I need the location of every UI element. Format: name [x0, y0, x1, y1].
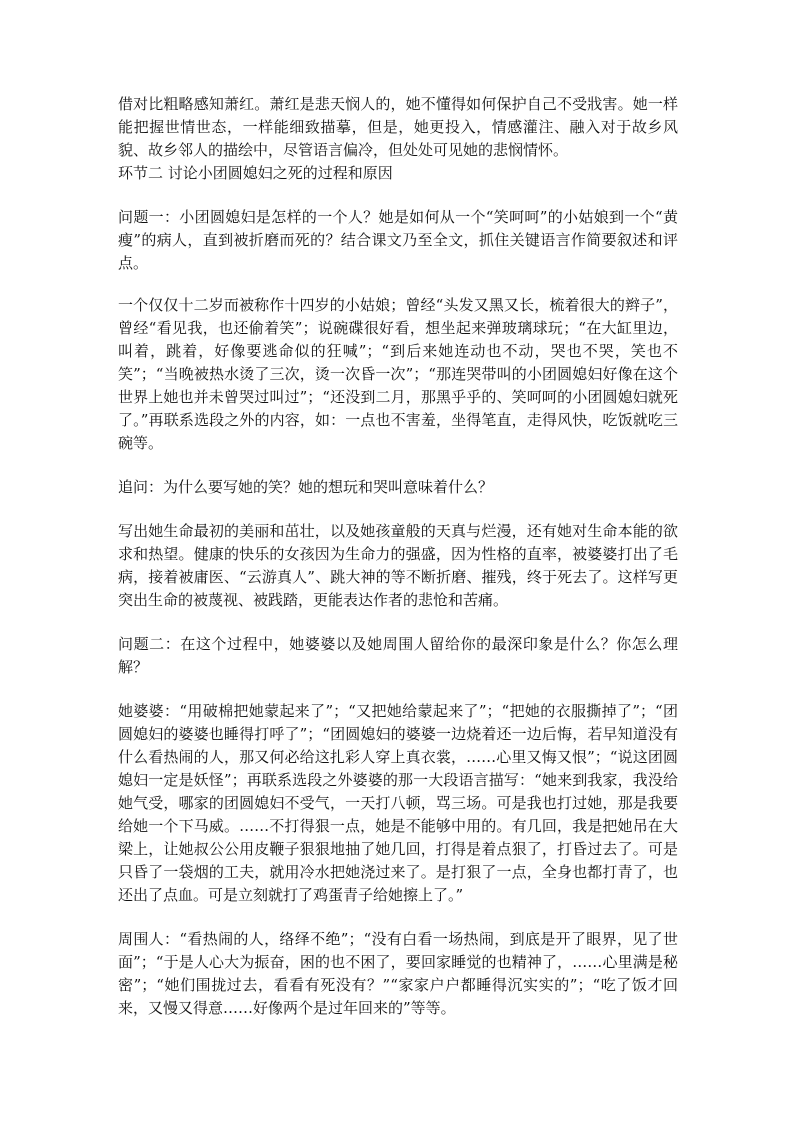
answer-two-mother-in-law: 她婆婆：“用破棉把她蒙起来了”；“又把她给蒙起来了”；“把她的衣服撕掉了”；“团圆媳妇的婆婆也睡得打呼了”；“团圆媳妇的婆婆一边烧着还一边后悔，若早知道没有什么看热闹的人，那又何必给这扎彩人穿上真衣裳，……心里又悔又恨”；“说这团圆媳妇一定是妖怪”；再联系选段之外婆婆的那一大段语言描写：“她来到我家，我没给她气受，哪家的团圆媳妇不受气，一天打八顿，骂三场。可是我也打过她，那是我要给她一个下马威。……不打得狠一点，她是不能够中用的。有几回，我是把她吊在大梁上，让她叔公公用皮鞭子狠狠地抽了她几回，打得是着点狠了，打昏过去了。可是只昏了一袋烟的工夫，就用冷水把她浇过来了。是打狠了一点，全身也都打青了，也还出了点血。可是立刻就打了鸡蛋青子给她擦上了。”	[118, 702, 678, 904]
followup-question: 追问：为什么要写她的笑？她的想玩和哭叫意味着什么？	[118, 478, 494, 496]
answer-one: 一个仅仅十二岁而被称作十四岁的小姑娘；曾经“头发又黑又长，梳着很大的辫子”，曾经“看见我，也还偷着笑”；说碗碟很好看，想坐起来弹玻璃球玩；“在大缸里边，叫着，跳着，好像要逃命似的狂喊”；“到后来她连动也不动，哭也不哭，笑也不笑”；“当晚被热水烫了三次，烫一次昏一次”；“那连哭带叫的小团圆媳妇好像在这个世界上她也并未曾哭过叫过”；“还没到二月，那黑乎乎的、笑呵呵的小团圆媳妇就死了。”再联系选段之外的内容，如：一点也不害羞，坐得笔直，走得风快，吃饭就吃三碗等。	[118, 296, 678, 452]
document-page	[118, 93, 678, 1020]
question-one: 问题一：小团圆媳妇是怎样的一个人？她是如何从一个“笑呵呵”的小姑娘到一个“黄瘦”的病人，直到被折磨而死的？结合课文乃至全文，抓住关键语言作简要叙述和评点。	[118, 208, 678, 272]
section-heading: 环节二 讨论小团圆媳妇之死的过程和原因	[118, 164, 393, 182]
answer-two-onlookers: 周围人：“看热闹的人，络绎不绝”；“没有白看一场热闹，到底是开了眼界，见了世面”；“于是人心大为振奋，困的也不困了，要回家睡觉的也精神了，……心里满是秘密”；“她们围拢过去，看看有死没有？”“家家户户都睡得沉实实的”；“吃了饭才回来，又慢又得意……好像两个是过年回来的”等等。	[118, 930, 678, 1017]
followup-answer: 写出她生命最初的美丽和茁壮，以及她孩童般的天真与烂漫，还有她对生命本能的欲求和热望。健康的快乐的女孩因为生命力的强盛，因为性格的直率，被婆婆打出了毛病，接着被庸医、“云游真人”、跳大神的等不断折磨、摧残，终于死去了。这样写更突出生命的被蔑视、被践踏，更能表达作者的悲怆和苦痛。	[118, 522, 678, 609]
question-two: 问题二：在这个过程中，她婆婆以及她周围人留给你的最深印象是什么？你怎么理解？	[118, 635, 678, 676]
intro-paragraph: 借对比粗略感知萧红。萧红是悲天悯人的，她不懂得如何保护自己不受戕害。她一样能把握世情世态，一样能细致描摹，但是，她更投入，情感灌注、融入对于故乡风貌、故乡邻人的描绘中，尽管语言偏冷，但处处可见她的悲悯情怀。	[118, 95, 678, 159]
